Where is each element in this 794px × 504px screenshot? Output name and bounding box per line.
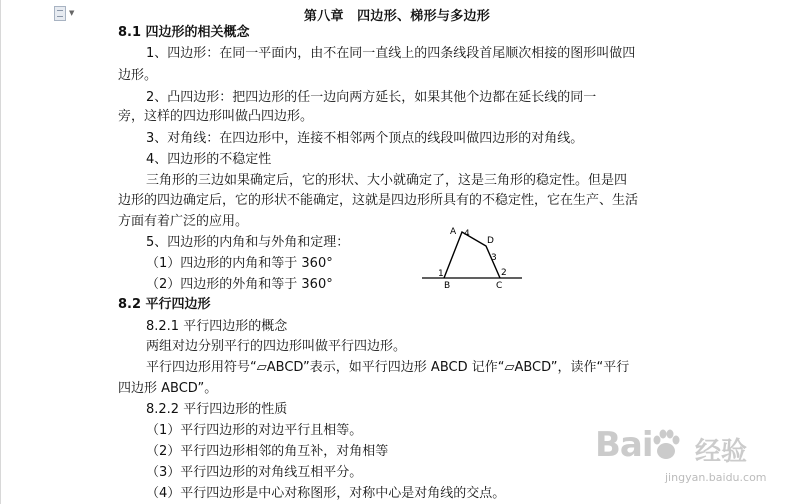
window-edge bbox=[0, 0, 1, 504]
body-line: 三角形的三边如果确定后，它的形状、大小就确定了，这是三角形的稳定性。但是四 bbox=[146, 173, 628, 188]
quadrilateral-figure bbox=[420, 222, 524, 292]
body-line: 5、四边形的内角和与外角和定理： bbox=[146, 235, 350, 250]
list-item: （2）平行四边形相邻的角互补，对角相等 bbox=[146, 444, 389, 459]
baidu-jingyan-watermark bbox=[595, 425, 785, 495]
angle-label-1: 1 bbox=[438, 269, 444, 279]
body-line: 2、凸四边形：把四边形的任一边向两方延长，如果其他个边都在延长线的同一 bbox=[146, 90, 597, 105]
body-line: 两组对边分别平行的四边形叫做平行四边形。 bbox=[146, 339, 407, 354]
section-heading-8-1: 8.1 四边形的相关概念 bbox=[118, 25, 250, 40]
body-line: （2）四边形的外角和等于 360° bbox=[146, 277, 333, 292]
section-heading-8-2: 8.2 平行四边形 bbox=[118, 297, 211, 312]
body-line: （1）四边形的内角和等于 360° bbox=[146, 256, 333, 271]
vertex-label-d: D bbox=[487, 236, 494, 246]
vertex-label-b: B bbox=[444, 281, 451, 291]
list-item: （4）平行四边形是中心对称图形，对称中心是对角线的交点。 bbox=[146, 486, 506, 501]
body-line: 3、对角线：在四边形中，连接不相邻两个顶点的线段叫做四边形的对角线。 bbox=[146, 131, 584, 146]
subsection-heading: 8.2.2 平行四边形的性质 bbox=[146, 402, 288, 417]
subsection-heading: 8.2.1 平行四边形的概念 bbox=[146, 319, 288, 334]
paw-icon bbox=[651, 429, 681, 461]
list-item: （3）平行四边形的对角线互相平分。 bbox=[146, 465, 363, 480]
body-line: 旁，这样的四边形叫做凸四边形。 bbox=[118, 109, 314, 124]
watermark-suffix: 经验 bbox=[695, 437, 748, 467]
chevron-down-icon: ▼ bbox=[69, 8, 75, 17]
watermark-brand: Bai bbox=[595, 425, 653, 465]
body-line: 边形。 bbox=[118, 68, 158, 83]
vertex-label-c: C bbox=[496, 281, 503, 291]
body-line: 边形的四边确定后，它的形状不能确定，这就是四边形所具有的不稳定性，它在生产、生活 bbox=[118, 193, 639, 208]
chapter-title: 第八章 四边形、梯形与多边形 bbox=[303, 9, 491, 24]
angle-label-2: 2 bbox=[501, 268, 507, 278]
body-line: 平行四边形用符号“▱ABCD”表示，如平行四边形 ABCD 记作“▱ABCD”，读作“平行 bbox=[146, 360, 630, 375]
body-line: 1、四边形：在同一平面内，由不在同一直线上的四条线段首尾顺次相接的图形叫做四 bbox=[146, 46, 636, 61]
watermark-url: jingyan.baidu.com bbox=[665, 471, 767, 484]
body-line: 四边形 ABCD”。 bbox=[118, 381, 218, 396]
vertex-label-a: A bbox=[450, 227, 457, 237]
list-item: （1）平行四边形的对边平行且相等。 bbox=[146, 423, 363, 438]
angle-label-4: 4 bbox=[464, 229, 470, 239]
body-line: 4、四边形的不稳定性 bbox=[146, 152, 272, 167]
body-line: 方面有着广泛的应用。 bbox=[118, 214, 249, 229]
angle-label-3: 3 bbox=[491, 253, 497, 263]
